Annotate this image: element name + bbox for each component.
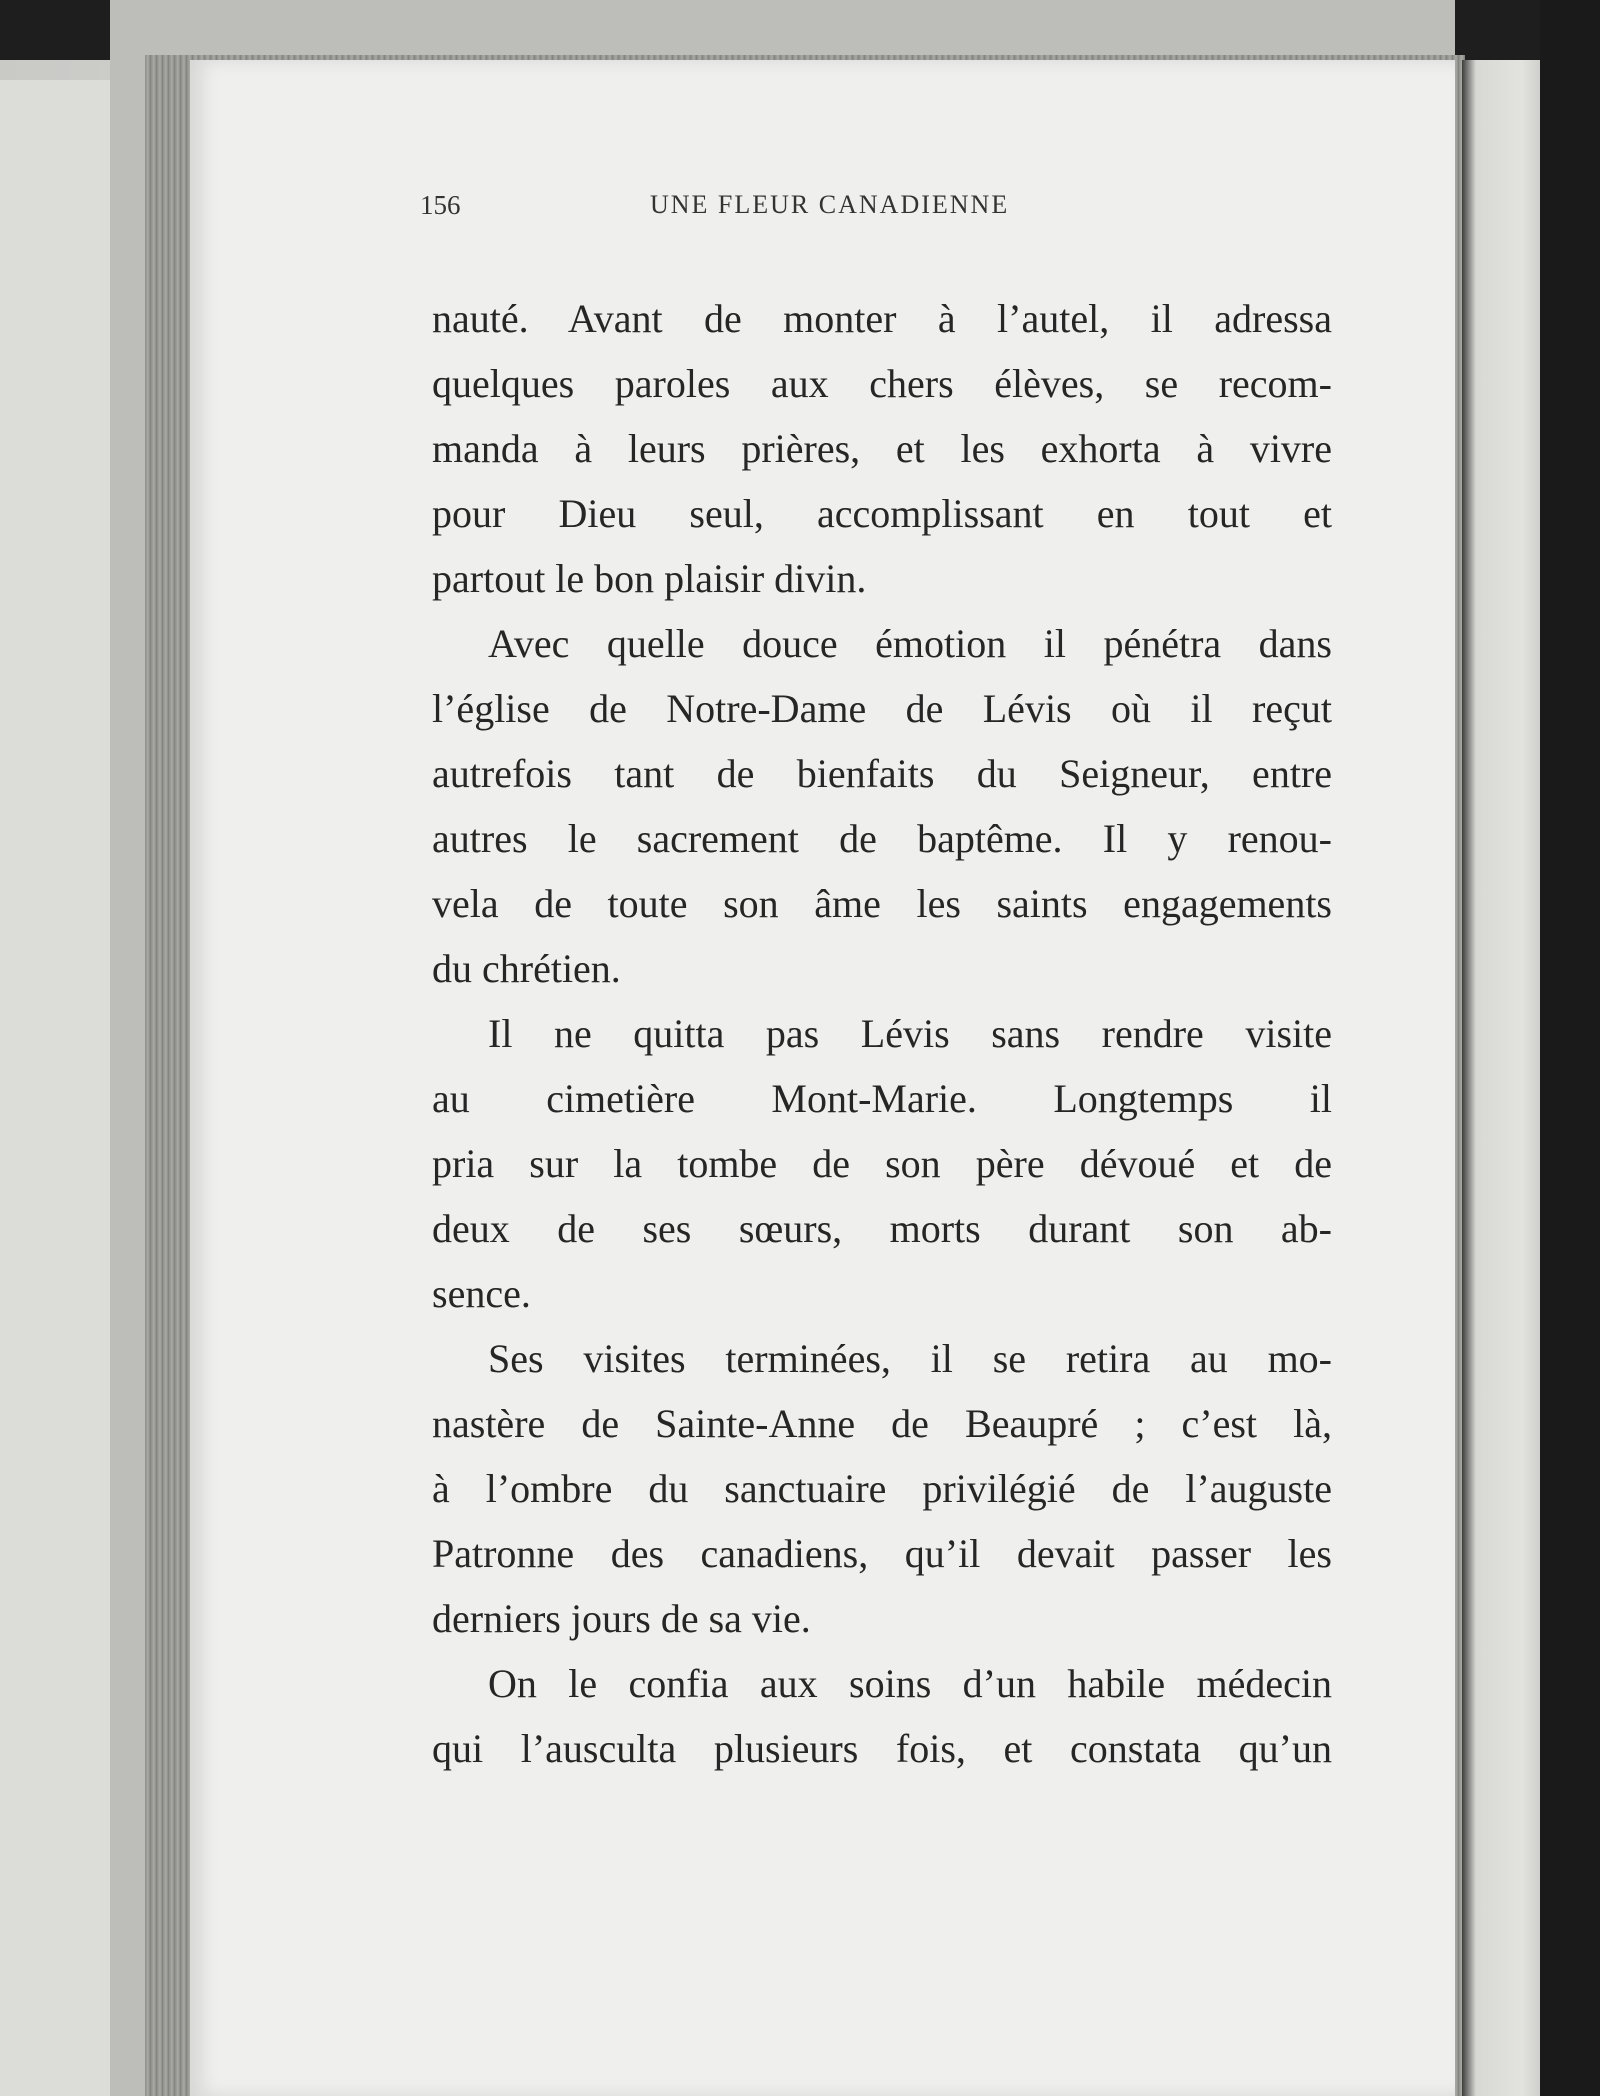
- text-line: manda à leurs prières, et les exhorta à vivre: [432, 426, 1332, 471]
- running-title: UNE FLEUR CANADIENNE: [650, 190, 1010, 219]
- text-line: pour Dieu seul, accomplissant en tout et: [432, 491, 1332, 536]
- text-line: derniers jours de sa vie.: [432, 1596, 811, 1641]
- running-header: [420, 190, 1140, 230]
- text-line: l’église de Notre-Dame de Lévis où il reçut: [432, 686, 1332, 731]
- text-line: qui l’ausculta plusieurs fois, et constata qu’un: [432, 1726, 1332, 1771]
- text-line: pria sur la tombe de son père dévoué et de: [432, 1141, 1332, 1186]
- text-line: à l’ombre du sanctuaire privilégié de l’auguste: [432, 1466, 1332, 1511]
- text-line: sence.: [432, 1271, 531, 1316]
- text-line: Patronne des canadiens, qu’il devait passer les: [432, 1531, 1332, 1576]
- body-text: [432, 286, 1332, 1781]
- text-line: autres le sacrement de baptême. Il y renou-: [432, 816, 1332, 861]
- text-line: quelques paroles aux chers élèves, se recom-: [432, 361, 1332, 406]
- page-number: 156: [420, 190, 461, 220]
- text-line: partout le bon plaisir divin.: [432, 556, 867, 601]
- dark-right-band: [1540, 0, 1600, 2096]
- text-line: deux de ses sœurs, morts durant son ab-: [432, 1206, 1332, 1251]
- text-line: Ses visites terminées, il se retira au mo-: [488, 1336, 1332, 1381]
- text-line: Il ne quitta pas Lévis sans rendre visite: [488, 1011, 1332, 1056]
- text-line: autrefois tant de bienfaits du Seigneur, entre: [432, 751, 1332, 796]
- text-line: vela de toute son âme les saints engagements: [432, 881, 1332, 926]
- text-line: On le confia aux soins d’un habile médecin: [488, 1661, 1332, 1706]
- text-line: nauté. Avant de monter à l’autel, il adressa: [432, 296, 1332, 341]
- text-line: nastère de Sainte-Anne de Beaupré ; c’est là,: [432, 1401, 1332, 1446]
- text-line: au cimetière Mont-Marie. Longtemps il: [432, 1076, 1332, 1121]
- text-line: Avec quelle douce émotion il pénétra dans: [488, 621, 1332, 666]
- facing-page-edge: [1462, 60, 1540, 2096]
- text-line: du chrétien.: [432, 946, 621, 991]
